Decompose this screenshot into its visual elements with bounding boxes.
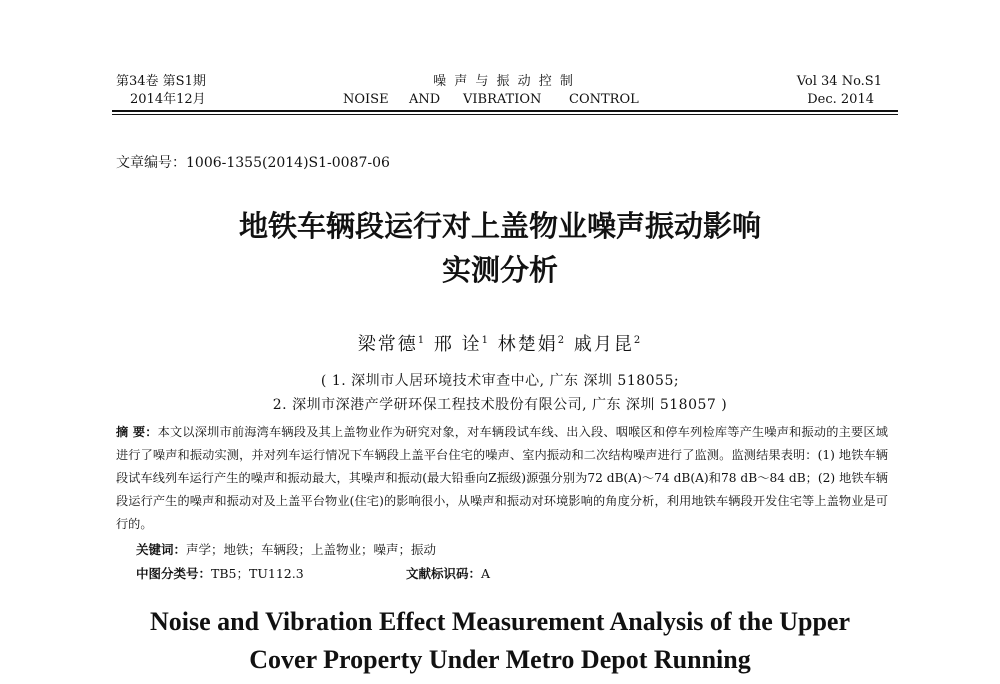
journal-en-word: VIBRATION xyxy=(463,92,542,107)
doc-code xyxy=(406,564,490,582)
title-cn-line2: 实测分析 xyxy=(441,253,558,287)
doc-code-label: 文献标识码： xyxy=(406,566,482,581)
volume-issue-en: Vol 34 No.S1 xyxy=(796,74,882,89)
affiliation-line2: 2. 深圳市深港产学研环保工程技术股份有限公司, 广东 深圳 518057 ) xyxy=(272,397,728,413)
author-aff-mark: 2 xyxy=(557,335,567,346)
date-en: Dec. 2014 xyxy=(807,92,874,107)
clc-number xyxy=(136,564,304,582)
abstract-text: 本文以深圳市前海湾车辆段及其上盖物业作为研究对象，对车辆段试车线、出入段、咽喉区和停车列检库等产生噪声和振动的主要区域进行了噪声和振动实测，并对列车运行情况下车辆段上盖平台住宅的噪声、室内振动和二次结构噪声进行了监测。监测结果表明：(1) 地铁车辆段试车线列车运行产生的噪声和振动最大，其噪声和振动(最大铅垂向Z振级)源强分别为72 dB(A)～74 dB(A)和78 dB～84 dB；(2) 地铁车辆段运行产生的噪声和振动对及上盖平台物业(住宅)的影响很小，从噪声和振动对环境影响的角度分析，利用地铁车辆段开发住宅等上盖物业是可行的。 xyxy=(116,425,888,531)
author-name: 林楚娟 xyxy=(497,334,558,355)
author-aff-mark: 1 xyxy=(481,335,490,346)
header-rule-thin xyxy=(112,114,898,115)
author-list xyxy=(0,330,1000,356)
title-cn-line1: 地铁车辆段运行对上盖物业噪声振动影响 xyxy=(238,209,761,243)
journal-en-word: AND xyxy=(409,92,441,107)
author-name: 梁常德 xyxy=(357,334,418,355)
journal-en-word: NOISE xyxy=(343,92,389,107)
clc-value: TB5；TU112.3 xyxy=(211,566,304,581)
keywords xyxy=(136,540,436,558)
abstract-label: 摘 要： xyxy=(116,425,158,439)
article-id: 文章编号：1006-1355(2014)S1-0087-06 xyxy=(116,155,390,171)
affiliation-line1: ( 1. 深圳市人居环境技术审查中心, 广东 深圳 518055; xyxy=(320,373,680,389)
author-aff-mark: 1 xyxy=(417,335,427,346)
keywords-label: 关键词： xyxy=(136,542,187,557)
clc-label: 中图分类号： xyxy=(136,566,212,581)
date-cn: 2014年12月 xyxy=(130,92,206,107)
author-aff-mark: 2 xyxy=(633,335,643,346)
header-rule-thick xyxy=(112,110,898,112)
volume-issue-cn: 第34卷 第S1期 xyxy=(116,74,206,89)
author-name: 戚月昆 xyxy=(573,334,634,355)
journal-name-cn: 噪 声 与 振 动 控 制 xyxy=(433,74,575,89)
title-en-line2: Cover Property Under Metro Depot Running xyxy=(249,645,751,674)
title-en-line1: Noise and Vibration Effect Measurement Analysis of the Upper xyxy=(149,607,851,636)
doc-code-value: A xyxy=(481,566,491,581)
keywords-text: 声学；地铁；车辆段；上盖物业；噪声；振动 xyxy=(186,542,437,557)
journal-en-word: CONTROL xyxy=(569,92,639,107)
abstract xyxy=(116,421,888,536)
author-name: 邢 诠 xyxy=(433,334,482,355)
